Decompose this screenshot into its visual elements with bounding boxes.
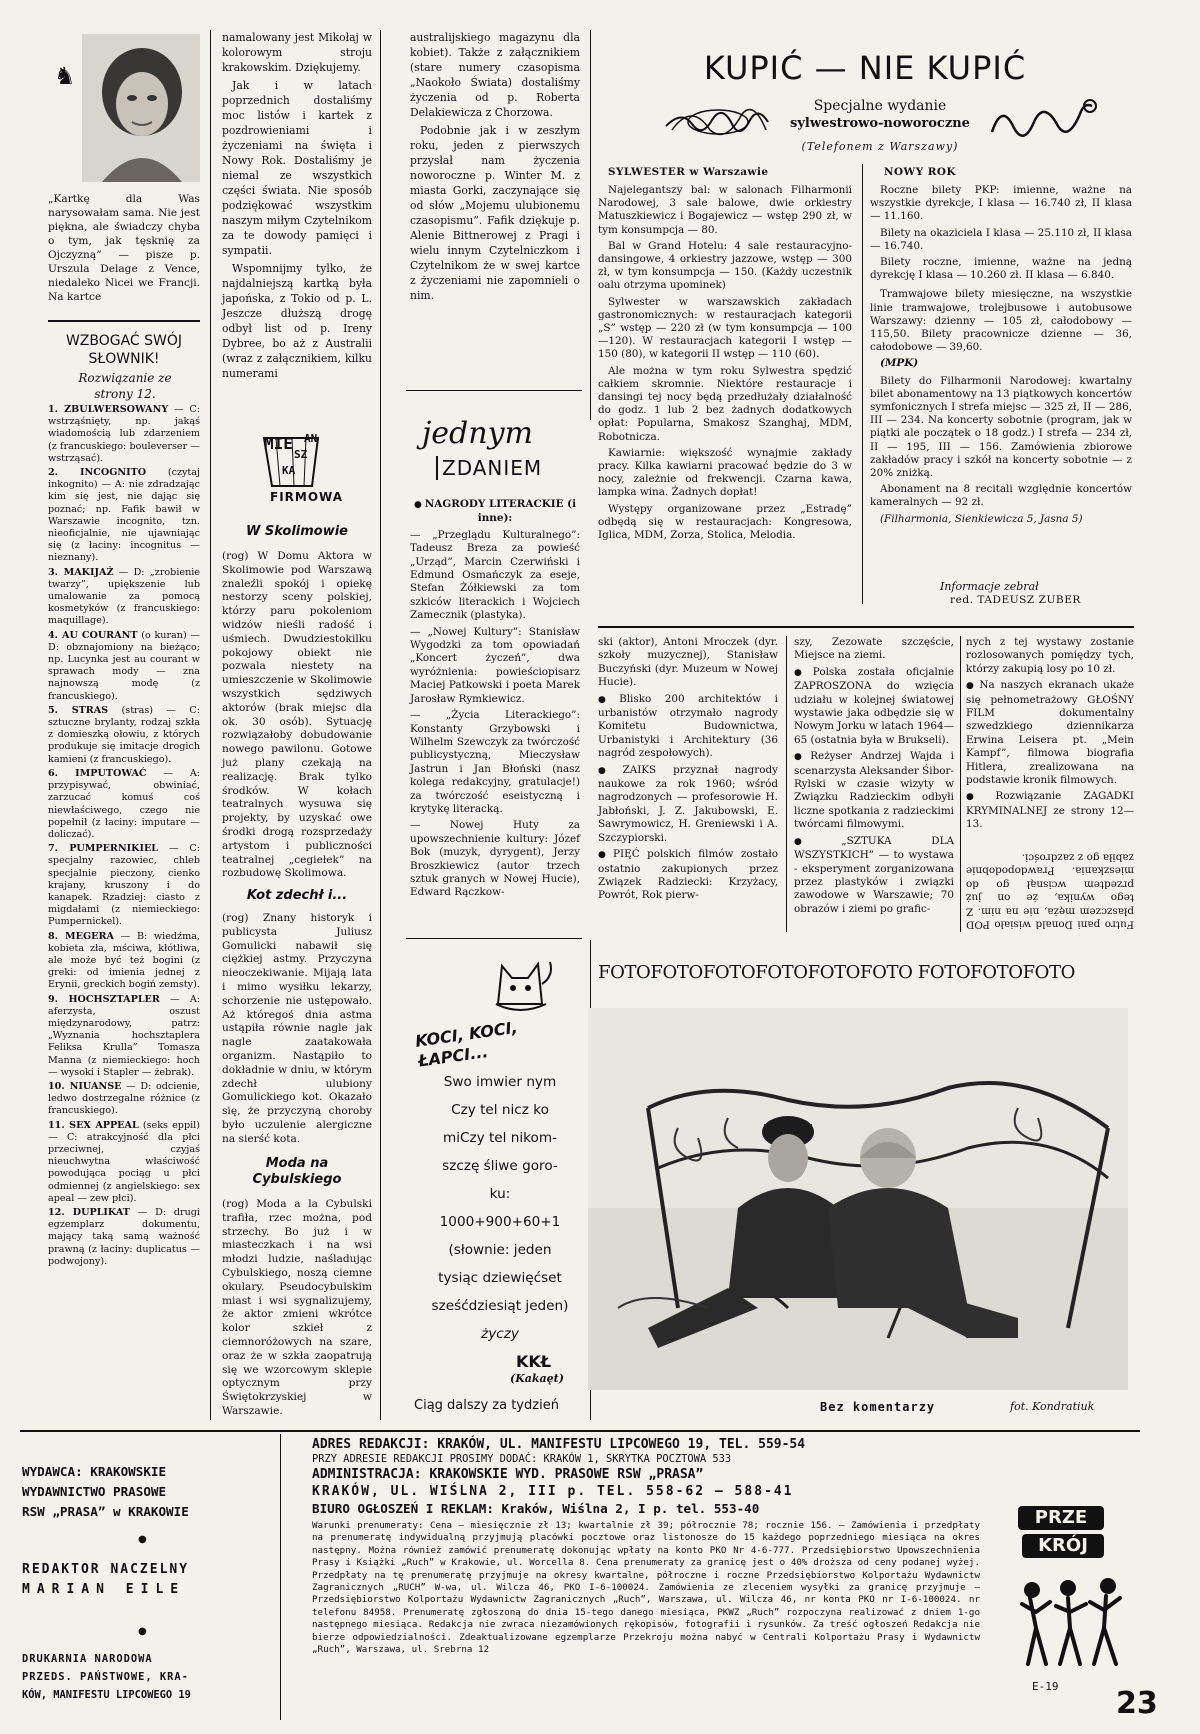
dict-entry: 6. IMPUTOWAĆ — A: przypisywać, obwiniać, zarzucać komuś coś niewłaściwego, czego nie popełnił (z łaciny: imputare — doliczać). xyxy=(48,767,200,840)
koci-sign-sub: (Kakaęt) xyxy=(510,1372,564,1385)
upside-down-answer: Futro pani Donald wisiało POD płaszczem męża, nie na nim. Z tego wynika, że on już przedtem wcisnął go do mieszkania. Prawdopodobnie zabiła go z zazdrości. xyxy=(966,851,1134,931)
dict-entry: 10. NIUANSE — D: odcienie, ledwo dostrzegalne różnice (z francuskiego). xyxy=(48,1080,200,1117)
dict-entry: 9. HOCHSZTAPLER — A: aferzysta, oszust międzynarodowy, patrz: „Wyznania hochsztaplera Feliksa Krulla” Tomasza Manna (z niemieckiego: hoch — wysoki i Stapler — żebrak). xyxy=(48,993,200,1078)
footer-dot-2: ● xyxy=(138,1626,147,1637)
issue-code: E-19 xyxy=(1032,1680,1059,1693)
col1-caption: „Kartkę dla Was narysowałam sama. Nie jest piękna, ale świadczy chyba o tym, jak tęsknię za Ojczyzną” — pisze p. Urszula Delage z Vence, niedaleko Nicei we Francji. Na kartce xyxy=(48,193,200,303)
jednym-col-c: szy, Zezowate szczęście, Miejsce na ziemi. ● Polska została oficjalnie ZAPROSZONA do wzięcia udziału w kolejnej światowej wystawie jaka odbędzie się w Nowym Jorku w latach 1964—65 (ostatnia była w Brukseli). ● Reżyser Andrzej Wajda i scenarzysta Aleksander Śibor-Rylski w czasie wizyty w Związku Radzieckim odbyłi liczne spotkania z radzieckimi twórcami filmowymi. ● „SZTUKA DLA WSZYSTKICH” — to wystawa - eksperyment zorganizowana przez plastyków i związki zawodowe w Warszawie; 70 obrazów i ziemi po grafic- xyxy=(794,636,954,919)
jednym-div-1 xyxy=(786,636,787,932)
koci-top-rule xyxy=(406,938,582,939)
continued-note: Ciąg dalszy za tydzień xyxy=(414,1398,559,1413)
jednym-col-d: nych z tej wystawy zostanie rozlosowanych pomiędzy tych, którzy zakupią losy po 10 zł. ● Na naszych ekranach ukaże się pełnometrażowy GŁOŚNY FILM dokumentalny szwedzkiego dziennikarza Erwina Leisera pt. „Mein Kampf”, filmowa biografia Hitlera, zrealizowana na podstawie kronik filmowych. ● Rozwiązanie ZAGADKI KRYMINALNEJ ze strony 12—13. xyxy=(966,636,1134,835)
jednym-col-b: ski (aktor), Antoni Mroczek (dyr. szkoły muzycznej), Stanisław Buczyński (dyr. Muzeum w Nowej Hucie). ● Blisko 200 architektów i urbanistów otrzymało nagrody Komitetu Budownictwa, Urbanistyki i Architektury (36 nagród zespołowych). ● ZAIKS przyznał nagrody naukowe za rok 1960; wśród nagrodzonych — profesorowie H. Jabłoński, J. Z. Jakubowski, E. Sawrymowicz, H. Greniewski i A. Szczypiorski. ● PIĘĆ polskich filmów zostało ostatnio zakupionych przez Związek Radziecki: Krzyżacy, Powrót, Rok pierw- xyxy=(598,636,778,906)
mieszanka-firmowa-logo: MIE SZ AN KA FIRMOWA xyxy=(264,432,344,504)
kupic-divider xyxy=(862,164,863,604)
nowy-rok-text: Roczne bilety PKP: imienne, ważne na wszystkie dyrekcje, I klasa — 16.740 zł, II klasa — 11.160. Bilety na okaziciela I klasa — 25.110 zł, II klasa — 16.740. Bilety roczne, imienne, ważne na jedną dyrekcję I klasa — 10.260 zł. II klasa — 6.840. Tramwajowe bilety miesięczne, na wszystkie linie tramwajowe, trolejbusowe i autobusowe Warszawy: dzienny — 105 zł, całodobowy — 115,50. Bilety pracownicze dzienne — 36, całodobowe — 39,60. (MPK) Bilety do Filharmonii Narodowej: kwartalny bilet abonamentowy na 13 piątkowych koncertów symfonicznych I strefa miejsc — 325 zł, II — 286, III — 234. Na koncerty sobotnie (program, jak w piątki ale początek o 18 godz.) I strefa — 234 zł, II — 195, III — 156. Zamówienia zbiorowe zakładów pracy i szkół na koncerty sobotnie — z 20% zniżką. Abonament na 8 recitali względnie koncertów kameralnych — 92 zł. (Filharmonia, Sienkiewicza 5, Jasna 5) xyxy=(870,184,1132,525)
printer: DRUKARNIA NARODOWA PRZEDS. PAŃSTWOWE, KRA- KÓW, MANIFESTU LIPCOWEGO 19 xyxy=(22,1653,191,1701)
dict-title: WZBOGAĆ SWÓJ SŁOWNIK! xyxy=(65,333,183,367)
snake-decoration xyxy=(988,92,1098,148)
foto-header: FOTOFOTOFOTOFOTOFOTOFOTO FOTOFOTOFOTO xyxy=(598,962,1076,983)
bench-photo xyxy=(588,1008,1128,1390)
col3-right-divider xyxy=(590,30,591,420)
col2-divider xyxy=(380,30,381,1420)
sylwester-text: Najelegantszy bal: w salonach Filharmonii Narodowej, 3 sale balowe, dwie orkiestry Matuszkiewicz i Bogajewicz — wstęp 290 zł, w tym konsumpcja — 80. Bal w Grand Hotelu: 4 sale restauracyjno-dansingowe, 4 orkiestry jazzowe, wstęp — 300 zł, w tym konsumpcja — 150. (Każdy uczestnik oalu otrzyma upominek) Sylwester w warszawskich zakładach gastronomicznych: w restauracjach kategorii „S” wstęp — 220 zł (w tym konsumpcja — 100—120). W restauracjach kategorii I wstęp — 150 (80), w kategorii II wstęp — 110 (60). Ale można w tym roku Sylwestra spędzić całkiem skromnie. Niektóre restauracje i dansingi tej nocy będą przedłużały działalność do godz. 1 lub 2 bez żadnych dodatkowych opłat: Popularna, Smakosz Szanghaj, MDM, Robotnicza. Kawiarnie: większość wynajmie zakłady pracy. Kilka kawiarni pracować będzie do 3 w nocy, zależnie od frekwencji. Czarna kawa, lampka wina. Żadnych dopłat! Występy organizowane przez „Estradę” odbędą się w restauracjach: Kongresowa, Iglica, MDM, Zorza, Stolica, Melodia. xyxy=(598,184,852,542)
kupic-sign-1: Informacje zebrał xyxy=(940,580,1039,593)
kupic-sub2: sylwestrowo-noworoczne xyxy=(790,116,970,131)
skolimow-title: W Skolimowie xyxy=(245,524,348,539)
col3-intro: australijskiego magazynu dla kobiet). Także z załącznikiem (stare numery czasopisma „Naokoło Świata) dostaliśmy życzenia od p. Roberta Delakiewicza z Chorzowa. Podobnie jak i w zeszłym roku, jeden z pierwszych przysłał nam życzenia noworoczne p. Winter M. z miasta Gorki, zaczynające się od słów „Mojemu ulubionemu czasopismu”. Fafik dziękuje p. Alenie Bittnerowej z Pragi i wielu innym Czytelniczkom i Czytelnikom że w swej kartce z życzeniami nie zapomnieli o nim. xyxy=(410,31,580,302)
footer-top-rule xyxy=(20,1430,1140,1432)
koci-sign: KKŁ xyxy=(516,1352,552,1371)
jednym-col-a: ● NAGRODY LITERACKIE (i inne): — „Przeglądu Kulturalnego”: Tadeusz Breza za powieść „Urząd”, Marcin Czerwiński i Edmund Osmańczyk za eseje, Stefan Żółkiewski za tom szkiców literackich i Wojciech Zamecznik (plastyka). — „Nowej Kultury”: Stanisław Wygodzki za tom opowiadań „Koncert życzeń”, dwa wyróżnienia: powieściopisarz Maciej Patkowski i poeta Marek Jarosław Rymkiewicz. — „Życia Literackiego”: Konstanty Grzybowski i Wilhelm Szewczyk za twórczość publicystyczną, Mieczysław Jastrun i Jan Błoński (nasz kolega redakcyjny, gratulacje!) za twórczość eseistyczną i krytykę literacką. — Nowej Huty za upowszechnienie kultury: Józef Bok (muzyk, dyrygent), Jerzy Broszkiewicz (autor trzech sztuk granych w Nowej Hucie), Edward Rączkow- xyxy=(410,498,580,903)
col1-rule xyxy=(48,320,200,322)
dict-entry: 4. AU COURANT (o kuran) — D: obznajomiony na bieżąco; np. Lucynka jest au courant w sprawach mody — zna najnowszą modę (z francuskiego). xyxy=(48,629,200,702)
kot-text: (rog) Znany historyk i publicysta Juliusz Gomulicki nabawił się ciężkiej astmy. Przyczyna nieoczekiwanie. Mijają lata i mimo wysiłku lekarzy, schorzenie nie ustępowało. Aż któregoś dnia astma ustąpiła równie nagle jak nagle zaatakowała organizm. Nastąpiło to dokładnie w dniu, w którym zdechł ulubiony Gomulickiego kot. Okazało się, że przyczyną choroby było uczulenie alergiczne na sierść kota. xyxy=(222,912,372,1145)
publisher: WYDAWCA: KRAKOWSKIE WYDAWNICTWO PRASOWE RSW „PRASA” w KRAKOWIE xyxy=(22,1464,189,1519)
page-number: 23 xyxy=(1116,1686,1158,1721)
dict-entry: 3. MAKIJAŻ — D: „zrobienie twarzy”, upiększenie lub umalowanie za pomocą kosmetyków (z francuskiego: maquillage). xyxy=(48,566,200,627)
przekroj-logo: PRZE KRÓJ xyxy=(1018,1506,1108,1566)
dict-entry: 11. SEX APPEAL (seks eppil) — C: atrakcyjność dla płci przeciwnej, czyjaś nieuchwytna właściwość powodująca pociąg u płci odmiennej (z angielskiego: sex apeal — zew płci). xyxy=(48,1119,200,1204)
editor-in-chief: REDAKTOR NACZELNY MARIAN EILE xyxy=(22,1562,190,1597)
skolimow-text: (rog) W Domu Aktora w Skolimowie pod Warszawą znaleźli spokój i opiekę nestorzy sceny polskiej, którzy paru pokoleniom widzów nieśli radość i uśmiech. Dwudziestokilku pokojowy obiekt nie pozwala niestety na umieszczenie w Skolimowie wszystkich sędziwych aktorów (brak miejsc dla ok. 30 osób). Sytuację rozwiązałoby dobudowanie nowego pawilonu. Gotowe już plany czekają na realizację. Brak tylko środków. W kołach teatralnych wysuwa się projekty, by uzyskać owe środki drogą rozsprzedaży artystom i publiczności teatralnej „cegiełek” na rozbudowę Skolimowa. xyxy=(222,550,372,880)
address-block: ADRES REDAKCJI: KRAKÓW, UL. MANIFESTU LIPCOWEGO 19, TEL. 559-54 PRZY ADRESIE REDAKCJI PROSIMY DODAĆ: KRAKÓW 1, SKRYTKA POCZTOWA 533 ADMINISTRACJA: KRAKOWSKIE WYD. PRASOWE RSW „PRASA” KRAKÓW, UL. WIŚLNA 2, III p. TEL. 558-62 — 588-41 BIURO OGŁOSZEŃ I REKLAM: Kraków, Wiślna 2, I p. tel. 553-40 xyxy=(312,1437,806,1516)
col2-intro: namalowany jest Mikołaj w kolorowym stroju krakowskim. Dziękujemy. Jak i w latach poprzednich dostaliśmy moc listów i kartek z pozdrowieniami i życzeniami na święta i Nowy Rok. Dostaliśmy je niemal ze wszystkich części świata. Nie sposób podziękować wszystkim naszym miłym Czytelnikom za te dowody pamięci i sympatii. Wspomnijmy tylko, że najdalniejszą kartką była japońska, z Tokio od p. L. Jeszcze dłuższą drogę odbył list od p. Ireny Dybree, bo aż z Australii (wraz z załącznikiem, kilku numerami xyxy=(222,31,372,380)
dict-entry: 1. ZBULWERSOWANY — C: wstrząśnięty, np. jakąś wiadomością lub zdarzeniem (z francuskiego: bouleverser — wstrząsać). xyxy=(48,404,200,464)
col3-section-rule xyxy=(406,390,582,391)
footer-left-rule xyxy=(280,1434,281,1720)
koci-title: KOCI, KOCI, ŁAPCI... xyxy=(414,1017,519,1071)
dict-entry: 2. INCOGNITO (czytaj inkognito) — A: nie zdradzając kim się jest, nie dając się poznać; np. Fafik bawił w Warszawie incognito, tzn. nieoficjalnie, nie ujawniając się (z łaciny: incognitus — nieznany). xyxy=(48,467,200,564)
sylwester-head: SYLWESTER w Warszawie xyxy=(608,166,769,178)
kupic-title: KUPIĆ — NIE KUPIĆ xyxy=(703,49,1027,87)
portrait-photo xyxy=(82,34,200,182)
kupic-sub1: Specjalne wydanie xyxy=(813,98,947,114)
dict-entry: 7. PUMPERNIKIEL — C: specjalny razowiec, chleb specjalnie pieczony, cienko krajany, kruszony i do kanapek. Rzadziej: ciasto z migdałami (z niemieckiego: Pumpernickel). xyxy=(48,843,200,928)
scribble-decoration xyxy=(662,100,772,144)
dictionary-list xyxy=(48,404,200,1270)
jednym-div-2 xyxy=(960,636,961,932)
dict-entry: 8. MEGERA — B: wiedźma, kobieta zła, mściwa, kłótliwa, ale może być też bogini (z greki: od imienia jednej z Erynii, greckich bogiń zemsty). xyxy=(48,930,200,991)
dancing-figures-icon xyxy=(1016,1568,1126,1678)
jednym-zdaniem-logo: jednym ZDANIEM xyxy=(422,416,543,480)
cat-illustration xyxy=(488,944,558,1018)
kupic-sign-2: red. TADEUSZ ZUBER xyxy=(950,594,1081,606)
photo-credit: fot. Kondratiuk xyxy=(1010,1400,1095,1413)
knight-chess-icon: ♞ xyxy=(54,62,76,90)
nowy-rok-head: NOWY ROK xyxy=(884,166,956,178)
kot-title: Kot zdechł i... xyxy=(246,888,348,903)
dict-subtitle: Rozwiązanie ze strony 12. xyxy=(78,371,172,401)
moda-text: (rog) Moda a la Cybulski trafiła, rzec można, pod strzechy. Bo już i w miasteczkach i na wsi młodzi ludzie, naśladując Cybulskiego, noszą ciemne okulary. Pseudocybulskim miast i wsi sygnalizujemy, że aktor zmieni wkrótce kolor szkieł z ciemnoróżowych na szare, oraz że w szkła zaopatrują się we wzorcowym sklepie optycznym przy Świętokrzyskiej w Warszawie. xyxy=(222,1198,372,1417)
subscription-terms: Warunki prenumeraty: Cena — miesięcznie zł 13; kwartalnie zł 39; półrocznie 78; rocznie 156. — Zamówienia i przedpłaty na prenumeratę indywidualną przyjmują placówki pocztowe oraz listonosze do 15 każdego poprzedniego miesiąca na okres następny. Można również zamówić prenumeratę dokonując wpłaty na konto PKO Nr 4-6-777. Przedsiębiorstwo Upowszechnienia Prasy i Książki „Ruch” w Krakowie, ul. Worcella 8. Cena prenumeraty za granicę jest o 40% droższa od ceny podanej wyżej. Przedpłaty na tę prenumeratę przyjmuje na okresy kwartalne, półroczne i roczne Przedsiębiorstwo Kolportażu Wydawnictw Zagranicznych „RUCH” W-wa, ul. Wilcza 46, PKO I-6-100024. Zamówienia ze zleceniem wysyłki za granicę przyjmuje — Przedsiębiorstwo Kolportażu Wydawnictw Zagranicznych „Ruch”, Warszawa, ul. Wilcza 46, nr konta PKO nr I-6-100024. nr telefonu 84958. Prenumeratę zgłoszoną do dnia 15-tego danego miesiąca, PKWZ „Ruch” rozpoczyna realizować z dniem 1-go następnego miesiąca. Redakcja nie zwraca niezamówionych rękopisów, fotografii i rysunków. Za treść ogłoszeń Redakcja nie bierze odpowiedzialności. Zdeaktualizowane egzemplarze Przekroju można nabyć w Centrali Kolportażu Prasy i Wydawnictw „Ruch”, Warszawa, ul. Srebrna 12 xyxy=(312,1520,980,1656)
dict-entry: 5. STRAS (stras) — C: sztuczne brylanty, rodzaj szkła z domieszką ołowiu, z których produkuje się imitacje drogich kamieni (z francuskiego). xyxy=(48,704,200,765)
moda-title: Moda na Cybulskiego xyxy=(252,1156,342,1187)
kupic-phone: (Telefonem z Warszawy) xyxy=(801,140,959,153)
footer-dot: ● xyxy=(138,1534,147,1545)
col1-divider xyxy=(210,30,211,1420)
koci-poem: Swo imwier nym Czy tel nicz ko miCzy tel nikom- szczę śliwe goro- ku: 1000+900+60+1 (słownie: jeden tysiąc dziewięćset sześćdziesiąt jeden) życzy xyxy=(431,1074,569,1342)
dict-entry: 12. DUPLIKAT — D: drugi egzemplarz dokumentu, mający taką samą ważność prawną (z łaciny: duplicatus — podwojony). xyxy=(48,1207,200,1267)
photo-caption: Bez komentarzy xyxy=(820,1400,936,1414)
